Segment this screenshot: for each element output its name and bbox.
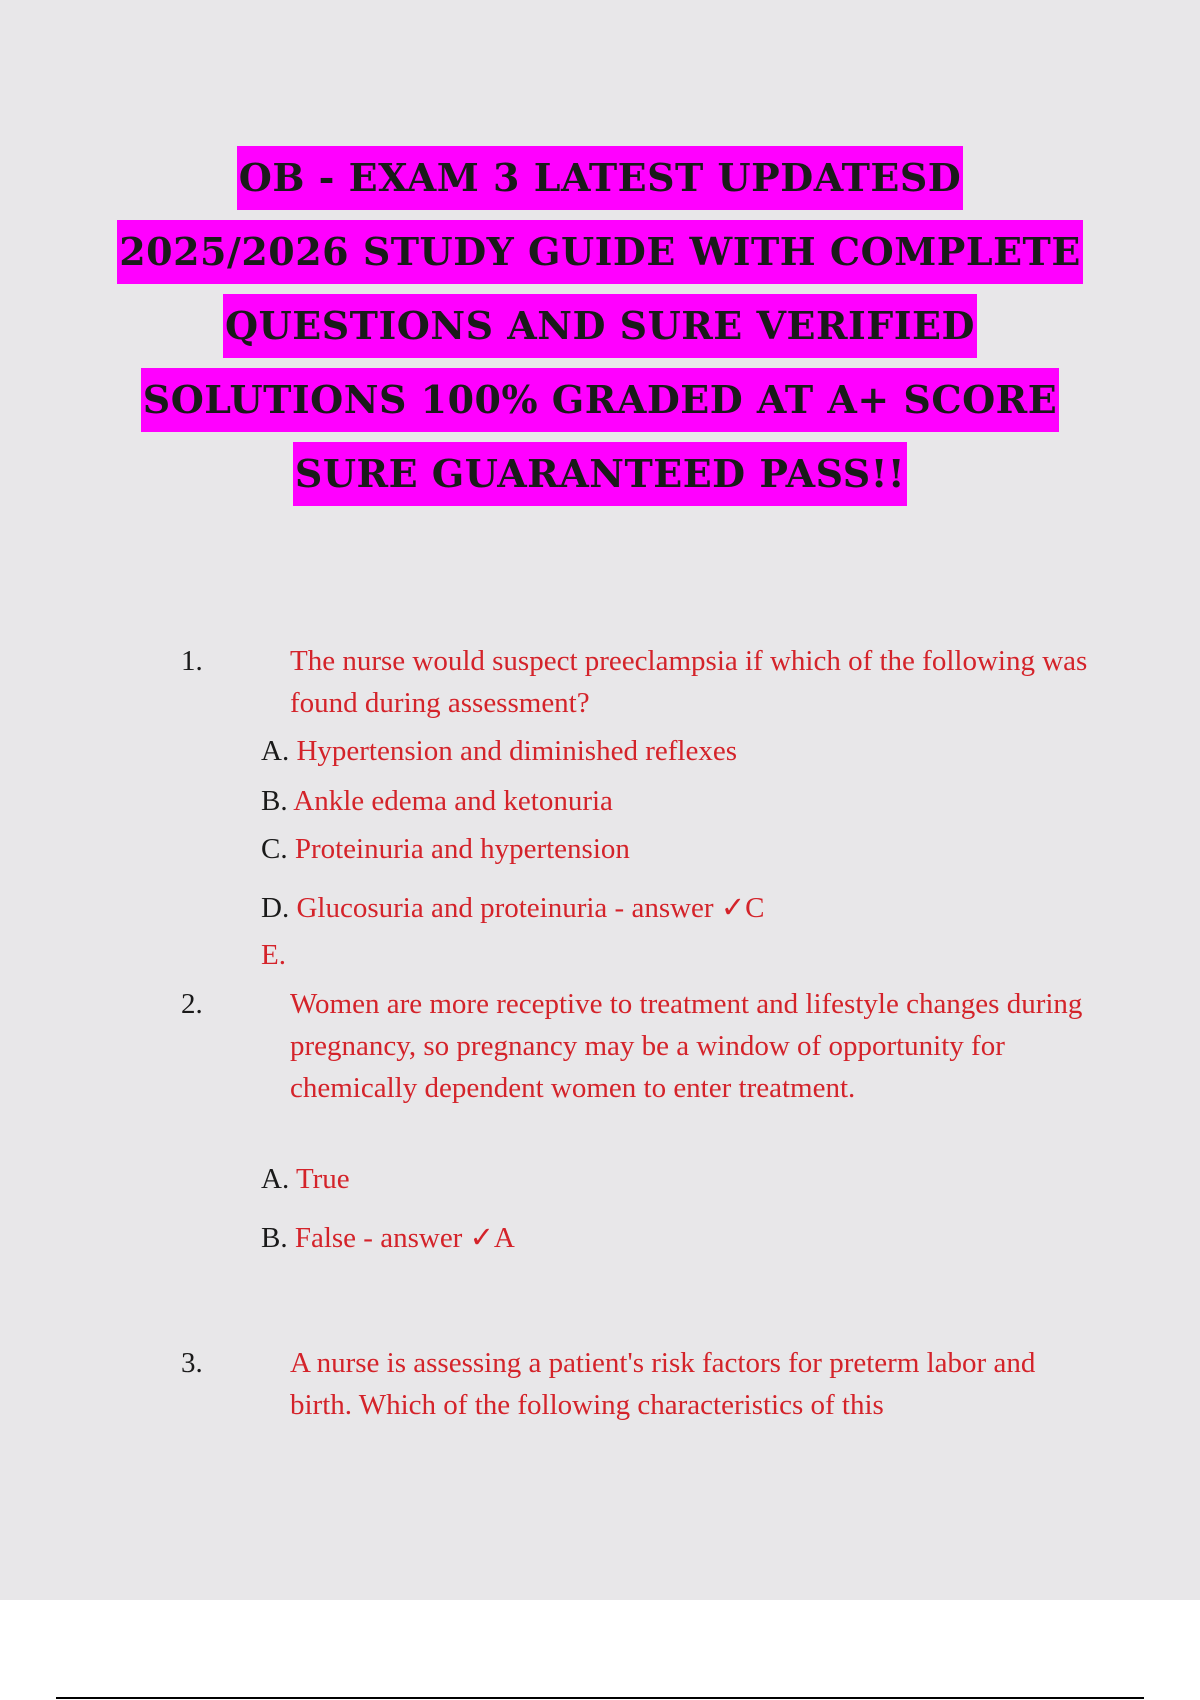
title-line-2: 2025/2026 STUDY GUIDE WITH COMPLETE: [117, 220, 1083, 284]
question-text: A nurse is assessing a patient's risk factors for preterm labor and birth. Which of the following characteristics of this: [290, 1347, 1036, 1421]
option-letter: C.: [261, 833, 288, 865]
option-d: [261, 888, 764, 928]
option-a: [261, 731, 737, 771]
question-text: Women are more receptive to treatment and lifestyle changes during pregnancy, so pregnancy may be a window of opportunity for chemically dependent women to enter treatment.: [290, 988, 1083, 1104]
option-text: False - answer ✓A: [294, 1222, 515, 1254]
option-letter: A.: [261, 735, 290, 767]
question-number: 1.: [181, 645, 203, 677]
option-letter: D.: [261, 892, 290, 924]
title-line-3: QUESTIONS AND SURE VERIFIED: [223, 294, 977, 358]
option-text: Hypertension and diminished reflexes: [296, 735, 737, 767]
title-line-4: SOLUTIONS 100% GRADED AT A+ SCORE: [141, 368, 1059, 432]
option-c: [261, 829, 630, 869]
option-b: [261, 1218, 515, 1258]
document-title: [0, 146, 1200, 516]
title-line-5: SURE GUARANTEED PASS!!: [293, 442, 907, 506]
option-text: True: [295, 1163, 350, 1195]
option-text: Glucosuria and proteinuria - answer ✓C: [296, 892, 765, 924]
option-text: Proteinuria and hypertension: [294, 833, 630, 865]
question-number: 3.: [181, 1347, 203, 1379]
option-letter: B.: [261, 785, 288, 817]
title-line-1: OB - EXAM 3 LATEST UPDATESD: [237, 146, 964, 210]
footer-divider: [56, 1697, 1144, 1699]
option-letter: A.: [261, 1163, 290, 1195]
question-number: 2.: [181, 988, 203, 1020]
option-letter: B.: [261, 1222, 288, 1254]
option-b: [261, 781, 613, 821]
option-e: [261, 935, 286, 975]
option-a: [261, 1159, 350, 1199]
option-text: Ankle edema and ketonuria: [293, 785, 613, 817]
option-letter: E.: [261, 939, 286, 971]
question-text: The nurse would suspect preeclampsia if which of the following was found during assessment?: [290, 645, 1088, 719]
